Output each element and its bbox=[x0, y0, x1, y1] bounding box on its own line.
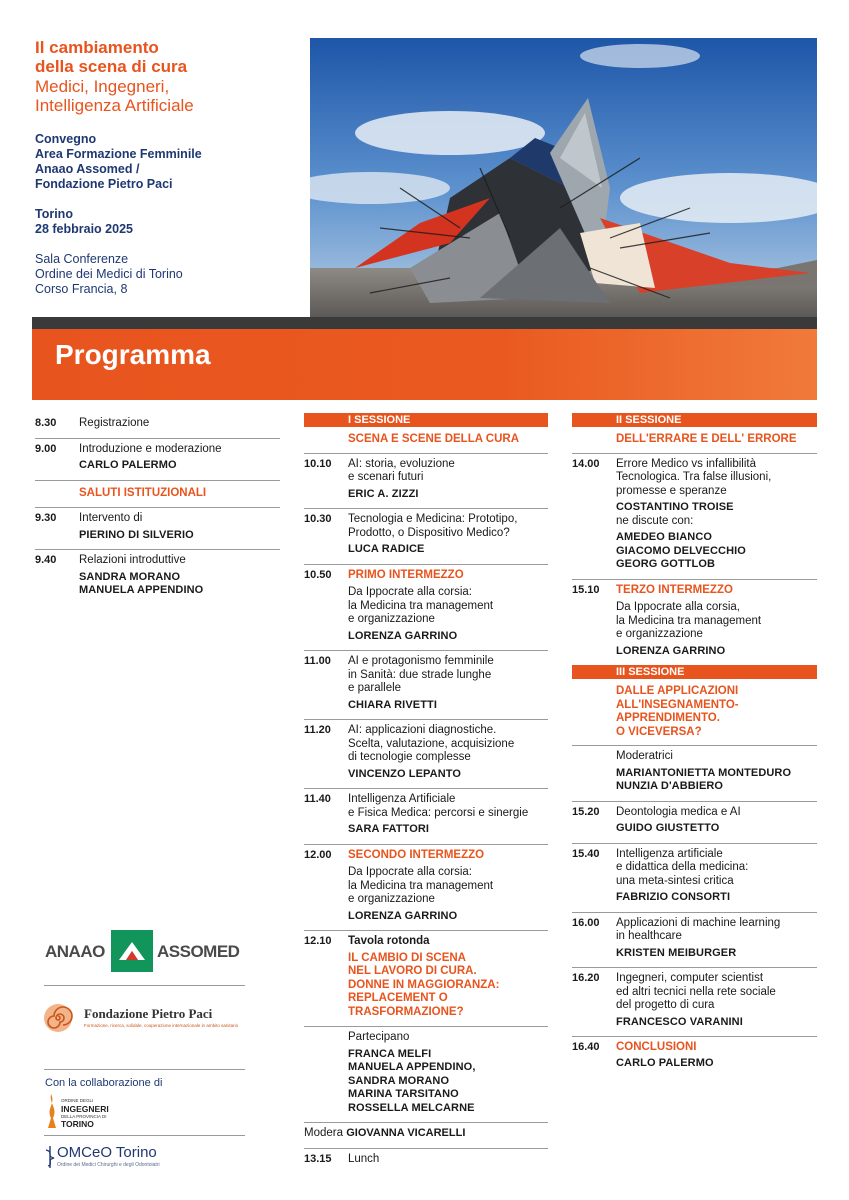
moderator-row bbox=[304, 1122, 548, 1148]
column-sessions-2-3 bbox=[572, 413, 817, 1077]
logo-text: ASSOMED bbox=[157, 942, 240, 961]
row-time: 9.00 bbox=[35, 442, 57, 455]
logo-text: TORINO bbox=[61, 1119, 94, 1129]
speaker-name: GIOVANNA VICARELLI bbox=[346, 1127, 466, 1139]
venue-line: Ordine dei Medici di Torino bbox=[35, 267, 183, 281]
row-text: Tecnologia e Medicina: Prototipo, bbox=[348, 513, 518, 525]
column-morning-intro bbox=[35, 413, 280, 605]
program-row bbox=[572, 453, 817, 579]
program-row bbox=[304, 508, 548, 564]
row-time: 14.00 bbox=[572, 457, 600, 470]
row-text: la Medicina tra management bbox=[348, 599, 494, 612]
round-table-title: NEL LAVORO DI CURA. bbox=[348, 965, 477, 977]
program-row bbox=[304, 650, 548, 719]
row-text: Intervento di bbox=[79, 512, 143, 524]
program-row bbox=[304, 1148, 548, 1174]
row-text: AI: applicazioni diagnostiche. bbox=[348, 724, 497, 736]
speaker-name: SANDRA MORANO bbox=[348, 1074, 450, 1087]
venue-line: Corso Francia, 8 bbox=[35, 282, 128, 296]
row-text: del progetto di cura bbox=[616, 999, 715, 1011]
speaker-name: AMEDEO BIANCO bbox=[616, 531, 713, 543]
row-text: e scenari futuri bbox=[348, 471, 424, 483]
program-row bbox=[572, 843, 817, 912]
speaker-name: GUIDO GIUSTETTO bbox=[616, 822, 720, 834]
speaker-name: FRANCESCO VARANINI bbox=[616, 1015, 743, 1028]
session-title: DELL'ERRARE E DELL' ERRORE bbox=[616, 433, 797, 445]
subtitle-line: Intelligenza Artificiale bbox=[35, 96, 194, 115]
speaker-name: VINCENZO LEPANTO bbox=[348, 767, 462, 780]
anaao-emblem-icon bbox=[111, 930, 153, 972]
speaker-name: KRISTEN MEIBURGER bbox=[616, 946, 737, 959]
title-line: Il cambiamento bbox=[35, 38, 159, 57]
column-session-1 bbox=[304, 413, 548, 1173]
session-title: O VICEVERSA? bbox=[616, 725, 702, 738]
logo-text: DELLA PROVINCIA DI bbox=[61, 1114, 107, 1119]
flame-icon bbox=[44, 1094, 58, 1128]
speaker-name: LORENZA GARRINO bbox=[348, 629, 458, 642]
omceo-torino-logo bbox=[44, 1142, 224, 1172]
moderators-row bbox=[572, 745, 817, 801]
programma-title: Programma bbox=[55, 339, 211, 370]
program-row bbox=[35, 507, 280, 549]
row-time: 16.20 bbox=[572, 972, 600, 984]
round-table-title: REPLACEMENT O bbox=[348, 992, 448, 1004]
row-text: Introduzione e moderazione bbox=[79, 442, 222, 455]
logo-tagline: Formazione, ricerca, solidale, cooperazione internazionale in ambito sanitario bbox=[84, 1023, 239, 1028]
anaao-assomed-logo bbox=[45, 930, 245, 972]
row-text: di tecnologie complesse bbox=[348, 751, 471, 763]
row-time: 10.50 bbox=[304, 568, 332, 581]
speaker-name: MARINA TARSITANO bbox=[348, 1088, 459, 1100]
row-text: Da Ippocrate alla corsia: bbox=[348, 586, 473, 598]
caduceus-icon bbox=[44, 1144, 56, 1168]
row-text: Ingegneri, computer scientist bbox=[616, 972, 764, 984]
speaker-name: ERIC A. ZIZZI bbox=[348, 487, 419, 500]
title-line: della scena di cura bbox=[35, 57, 188, 76]
row-time: 8.30 bbox=[35, 417, 57, 429]
row-text: e Fisica Medica: percorsi e sinergie bbox=[348, 806, 529, 819]
program-row bbox=[572, 1036, 817, 1077]
sculpture-illustration bbox=[310, 38, 817, 318]
row-text: Deontologia medica e AI bbox=[616, 805, 741, 818]
saluti-heading: SALUTI ISTITUZIONALI bbox=[79, 486, 207, 499]
date: 28 febbraio 2025 bbox=[35, 222, 133, 236]
speaker-name: SANDRA MORANO bbox=[79, 570, 181, 583]
speaker-name: LORENZA GARRINO bbox=[616, 644, 726, 657]
logo-text: OMCeO Torino bbox=[57, 1144, 157, 1161]
row-text: la Medicina tra management bbox=[616, 614, 762, 627]
round-table-heading: Tavola rotonda bbox=[348, 935, 430, 947]
divider bbox=[44, 1135, 245, 1136]
row-text: Da Ippocrate alla corsia: bbox=[348, 866, 473, 878]
row-text: e organizzazione bbox=[348, 613, 435, 625]
divider bbox=[44, 1069, 245, 1070]
row-text: Errore Medico vs infallibilità bbox=[616, 457, 756, 470]
speaker-name: ROSSELLA MELCARNE bbox=[348, 1101, 475, 1114]
city: Torino bbox=[35, 207, 73, 221]
row-time: 12.00 bbox=[304, 848, 332, 861]
row-text: Lunch bbox=[348, 1152, 380, 1165]
participants-label: Partecipano bbox=[348, 1031, 410, 1043]
round-table-title: DONNE IN MAGGIORANZA: bbox=[348, 978, 500, 991]
event-line: Convegno bbox=[35, 132, 97, 146]
session-label: III SESSIONE bbox=[572, 665, 817, 679]
row-time: 12.10 bbox=[304, 935, 332, 947]
program-row bbox=[35, 438, 280, 480]
event-line: Anaao Assomed / bbox=[35, 162, 140, 176]
row-text: e organizzazione bbox=[348, 893, 435, 905]
logo-text: ANAAO bbox=[45, 942, 105, 961]
section-heading-row bbox=[35, 480, 280, 508]
row-time: 10.10 bbox=[304, 457, 332, 470]
program-row bbox=[572, 801, 817, 843]
session-title: APPRENDIMENTO. bbox=[616, 712, 720, 724]
row-text: AI e protagonismo femminile bbox=[348, 655, 494, 667]
speaker-name: FRANCA MELFI bbox=[348, 1047, 432, 1060]
speaker-name: GIACOMO DELVECCHIO bbox=[616, 544, 746, 557]
subtitle-line: Medici, Ingegneri, bbox=[35, 77, 170, 96]
session-title: DALLE APPLICAZIONI bbox=[616, 685, 739, 697]
row-time: 15.40 bbox=[572, 847, 600, 860]
speaker-name: SARA FATTORI bbox=[348, 823, 430, 835]
speaker-name: MANUELA APPENDINO, bbox=[348, 1061, 476, 1073]
logo-text: ORDINE DEGLI bbox=[61, 1098, 94, 1103]
row-time: 11.20 bbox=[304, 724, 331, 736]
row-time: 9.30 bbox=[35, 512, 57, 524]
speaker-name: LORENZA GARRINO bbox=[348, 909, 458, 922]
row-time: 11.00 bbox=[304, 655, 331, 667]
speaker-name: MARIANTONIETTA MONTEDURO bbox=[616, 766, 792, 779]
row-text: e organizzazione bbox=[616, 628, 703, 640]
row-text: ed altri tecnici nella rete sociale bbox=[616, 985, 776, 998]
logo-text: Fondazione Pietro Paci bbox=[84, 1006, 213, 1021]
row-text: AI: storia, evoluzione bbox=[348, 457, 455, 470]
speaker-name: CARLO PALERMO bbox=[79, 459, 177, 471]
row-text: promesse e speranze bbox=[616, 484, 727, 497]
event-line: Fondazione Pietro Paci bbox=[35, 177, 173, 191]
divider bbox=[44, 985, 245, 986]
program-row bbox=[304, 844, 548, 931]
logo-tagline: Ordine dei Medici Chirurghi e degli Odontoiatri bbox=[57, 1162, 160, 1168]
round-table-title: IL CAMBIO DI SCENA bbox=[348, 951, 466, 964]
speaker-name: LUCA RADICE bbox=[348, 543, 425, 555]
row-text: Registrazione bbox=[79, 417, 150, 429]
speaker-name: COSTANTINO TROISE bbox=[616, 501, 734, 513]
program-row bbox=[304, 453, 548, 509]
participants-row bbox=[304, 1026, 548, 1122]
row-time: 15.20 bbox=[572, 805, 600, 818]
row-time: 16.00 bbox=[572, 916, 600, 929]
ordine-ingegneri-logo bbox=[44, 1094, 164, 1130]
row-text: Da Ippocrate alla corsia, bbox=[616, 601, 741, 613]
speaker-name: PIERINO DI SILVERIO bbox=[79, 528, 194, 541]
logo-text: INGEGNERI bbox=[61, 1104, 109, 1114]
program-row bbox=[304, 930, 548, 1026]
program-row bbox=[304, 719, 548, 788]
row-text: e didattica della medicina: bbox=[616, 861, 749, 873]
intermezzo-heading: PRIMO INTERMEZZO bbox=[348, 568, 464, 581]
row-text: Scelta, valutazione, acquisizione bbox=[348, 737, 515, 750]
banner-top-strip bbox=[32, 317, 817, 329]
row-text: Relazioni introduttive bbox=[79, 554, 186, 566]
speaker-name: CHIARA RIVETTI bbox=[348, 698, 437, 711]
speaker-name: GEORG GOTTLOB bbox=[616, 558, 716, 570]
row-text: Intelligenza Artificiale bbox=[348, 793, 456, 805]
row-text: in Sanità: due strade lunghe bbox=[348, 668, 492, 681]
row-time: 11.40 bbox=[304, 793, 331, 805]
session-label: I SESSIONE bbox=[304, 413, 548, 427]
collab-label: Con la collaborazione di bbox=[45, 1077, 163, 1089]
speaker-name: CARLO PALERMO bbox=[616, 1056, 714, 1069]
header-block bbox=[35, 38, 305, 297]
program-row bbox=[35, 549, 280, 605]
row-time: 10.30 bbox=[304, 513, 332, 525]
spiral-shell-icon bbox=[42, 1002, 74, 1034]
sculpture-photo bbox=[310, 38, 817, 318]
row-text: e parallele bbox=[348, 682, 402, 694]
row-text: in healthcare bbox=[616, 930, 682, 942]
program-row bbox=[35, 413, 280, 438]
moderator-label: Modera bbox=[304, 1127, 343, 1139]
fondazione-paci-logo bbox=[42, 1000, 252, 1036]
row-time: 9.40 bbox=[35, 554, 57, 566]
row-text: Tecnologica. Tra false illusioni, bbox=[616, 471, 772, 483]
intermezzo-heading: TERZO INTERMEZZO bbox=[616, 583, 733, 596]
conclusions-heading: CONCLUSIONI bbox=[616, 1041, 697, 1053]
row-text: ne discute con: bbox=[616, 514, 694, 527]
program-row bbox=[572, 579, 817, 666]
speaker-name: MANUELA APPENDINO bbox=[79, 584, 204, 596]
venue-line: Sala Conferenze bbox=[35, 252, 129, 266]
program-row bbox=[572, 967, 817, 1036]
program-row bbox=[304, 788, 548, 844]
row-text: Intelligenza artificiale bbox=[616, 847, 723, 860]
session-title: SCENA E SCENE DELLA CURA bbox=[348, 433, 520, 445]
program-row bbox=[304, 564, 548, 651]
row-time: 16.40 bbox=[572, 1041, 600, 1053]
row-text: la Medicina tra management bbox=[348, 879, 494, 892]
moderators-label: Moderatrici bbox=[616, 750, 673, 762]
round-table-title: TRASFORMAZIONE? bbox=[348, 1005, 464, 1018]
row-time: 15.10 bbox=[572, 583, 600, 596]
speaker-name: FABRIZIO CONSORTI bbox=[616, 891, 731, 903]
session-title: ALL'INSEGNAMENTO- bbox=[616, 698, 739, 711]
intermezzo-heading: SECONDO INTERMEZZO bbox=[348, 848, 485, 861]
row-text: Applicazioni di machine learning bbox=[616, 916, 781, 929]
row-text: Prodotto, o Dispositivo Medico? bbox=[348, 526, 510, 539]
speaker-name: NUNZIA D'ABBIERO bbox=[616, 780, 724, 792]
row-time: 13.15 bbox=[304, 1152, 332, 1165]
program-row bbox=[572, 912, 817, 968]
row-text: una meta-sintesi critica bbox=[616, 874, 734, 887]
event-line: Area Formazione Femminile bbox=[35, 147, 202, 161]
session-label: II SESSIONE bbox=[572, 413, 817, 427]
